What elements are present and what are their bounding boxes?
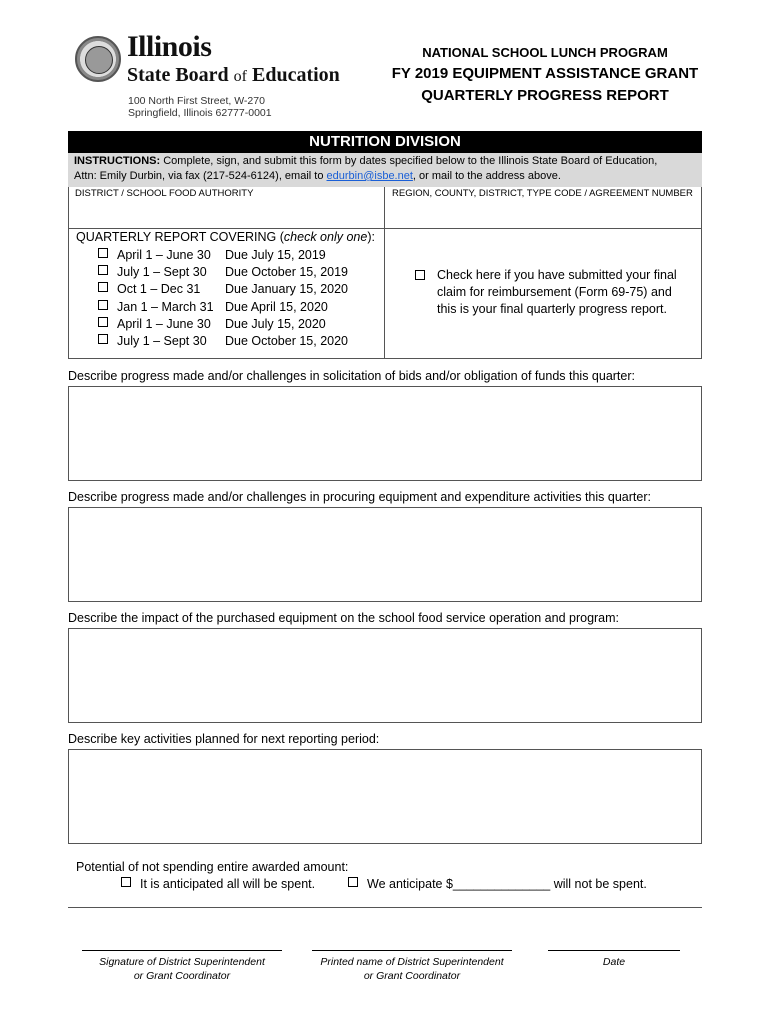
question-3-response[interactable] — [68, 628, 702, 723]
question-4-label: Describe key activities planned for next reporting period: — [68, 732, 380, 746]
logo-illinois: Illinois — [127, 30, 212, 63]
district-input[interactable] — [70, 202, 382, 226]
region-input[interactable] — [387, 202, 700, 226]
quarter-checkbox[interactable] — [98, 248, 108, 258]
question-1-response[interactable] — [68, 386, 702, 481]
grant-title: FY 2019 EQUIPMENT ASSISTANCE GRANT — [391, 65, 699, 82]
question-3-label: Describe the impact of the purchased equipment on the school food service operation and program: — [68, 611, 620, 625]
quarter-option[interactable] — [98, 333, 348, 350]
question-2-label: Describe progress made and/or challenges in procuring equipment and expenditure activities this quarter: — [68, 490, 651, 504]
option-not-spent[interactable]: We anticipate $______________ will not be spent. — [348, 877, 647, 891]
quarter-due-date: Due October 15, 2019 — [225, 265, 348, 280]
report-title: QUARTERLY PROGRESS REPORT — [421, 87, 669, 104]
quarter-period: April 1 – June 30 — [117, 248, 211, 262]
option-all-spent[interactable]: It is anticipated all will be spent. — [121, 877, 315, 891]
potential-label: Potential of not spending entire awarded amount: — [76, 860, 349, 874]
question-2-response[interactable] — [68, 507, 702, 602]
all-spent-checkbox[interactable] — [121, 877, 131, 887]
grid-divider-vertical — [384, 187, 385, 359]
quarter-due-date: Due January 15, 2020 — [225, 282, 349, 297]
program-title: NATIONAL SCHOOL LUNCH PROGRAM — [422, 45, 668, 60]
question-4-response[interactable] — [68, 749, 702, 844]
illinois-state-seal-icon — [75, 36, 121, 82]
not-spent-checkbox[interactable] — [348, 877, 358, 887]
quarter-checkbox[interactable] — [98, 317, 108, 327]
address-line2: Springfield, Illinois 62777-0001 — [128, 107, 272, 119]
address-line1: 100 North First Street, W-270 — [128, 95, 265, 107]
quarter-period: April 1 – June 30 — [117, 316, 211, 331]
date-line[interactable] — [548, 950, 680, 951]
quarter-checkbox[interactable] — [98, 334, 108, 344]
quarter-due-date: Due October 15, 2020 — [225, 334, 348, 348]
final-claim-checkbox[interactable] — [415, 270, 425, 280]
signature-caption: Signature of District Superintendent or Grant Coordinator — [99, 956, 265, 982]
instructions: INSTRUCTIONS: Complete, sign, and submit this form by dates specified below to the Illinois State Board of Education, Attn: Emily Durbin, via fax (217-524-6124), email to edurbin@isbe.net, or mail to the address above. — [68, 153, 702, 187]
quarter-checkbox[interactable] — [98, 265, 108, 275]
logo-state-board: State Board of Education — [127, 64, 340, 86]
quarter-option[interactable] — [98, 316, 326, 333]
quarter-option[interactable] — [98, 247, 326, 264]
grid-divider-horizontal — [68, 228, 702, 229]
quarter-period: July 1 – Sept 30 — [117, 265, 207, 280]
quarter-option[interactable] — [98, 299, 328, 316]
printed-name-line[interactable] — [312, 950, 512, 951]
quarter-due-date: Due July 15, 2019 — [225, 248, 326, 262]
quarter-option[interactable] — [98, 264, 348, 281]
quarter-checkbox[interactable] — [98, 282, 108, 292]
email-link[interactable]: edurbin@isbe.net — [326, 170, 413, 182]
quarterly-title: QUARTERLY REPORT COVERING (check only one): — [76, 230, 375, 244]
quarter-option[interactable] — [98, 281, 348, 298]
quarter-due-date: Due July 15, 2020 — [225, 316, 326, 331]
date-caption: Date — [602, 956, 626, 968]
district-label: DISTRICT / SCHOOL FOOD AUTHORITY — [75, 188, 254, 199]
quarter-period: Jan 1 – March 31 — [117, 299, 214, 314]
question-1-label: Describe progress made and/or challenges in solicitation of bids and/or obligation of funds this quarter: — [68, 369, 635, 383]
division-banner: NUTRITION DIVISION — [68, 131, 702, 153]
section-divider — [68, 907, 702, 908]
quarter-period: Oct 1 – Dec 31 — [117, 282, 201, 297]
signature-line[interactable] — [82, 950, 282, 951]
quarter-checkbox[interactable] — [98, 300, 108, 310]
quarter-due-date: Due April 15, 2020 — [225, 299, 328, 314]
region-label: REGION, COUNTY, DISTRICT, TYPE CODE / AGREEMENT NUMBER — [392, 188, 693, 199]
printed-name-caption: Printed name of District Superintendent or Grant Coordinator — [320, 956, 504, 982]
final-claim-text: Check here if you have submitted your final claim for reimbursement (Form 69-75) and this is your final quarterly progress report. — [437, 268, 677, 316]
quarter-period: July 1 – Sept 30 — [117, 334, 207, 348]
